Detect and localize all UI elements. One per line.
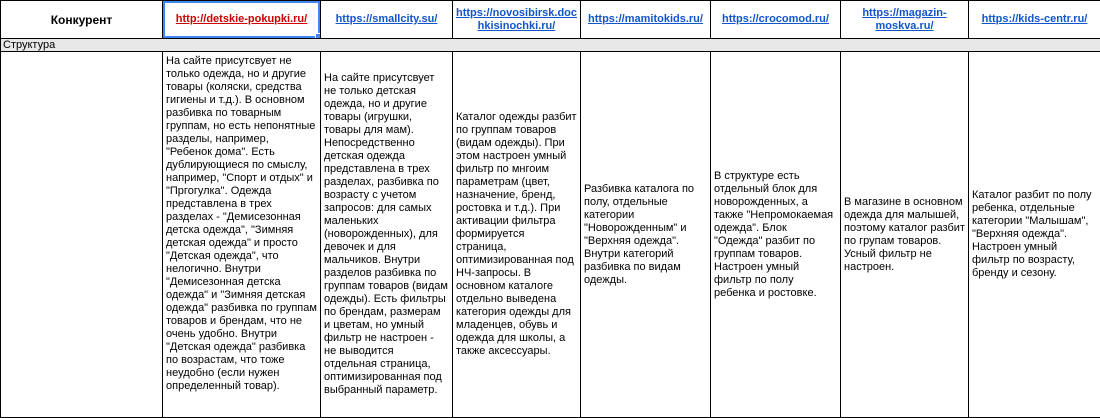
structure-data-row — [1, 52, 1100, 418]
competitor-header-cell[interactable]: Конкурент — [1, 1, 163, 39]
url-link-smallcity[interactable]: https://smallcity.su/ — [335, 13, 438, 25]
url-link-detskie-pokupki[interactable]: http://detskie-pokupki.ru/ — [175, 13, 308, 25]
url-cell-novosibirsk-dochkisinochki[interactable] — [453, 1, 581, 39]
section-label-structura[interactable]: Структура — [1, 39, 1100, 52]
url-cell-smallcity[interactable] — [321, 1, 453, 39]
structure-cell-mamitokids[interactable]: Разбивка каталога по полу, отдельные категории "Новорожденным" и "Верхняя одежда". Внутри категорий разбивка по видам одежды. — [581, 52, 711, 418]
structure-cell-crocomod[interactable]: В структуре есть отдельный блок для новорожденных, а также "Непромокаемая одежда". Блок "Одежда" разбит по группам товаров. Настроен умный фильтр по полу ребенка и ростовке. — [711, 52, 841, 418]
url-link-magazin-moskva[interactable]: https://magazin-moskva.ru/ — [862, 6, 947, 32]
url-cell-kids-centr[interactable] — [969, 1, 1100, 39]
section-row-structura — [1, 39, 1100, 52]
selection-fill-handle[interactable] — [315, 33, 321, 39]
structure-cell-magazin-moskva[interactable]: В магазине в основном одежда для малышей, поэтому каталог разбит по групам товаров. Усный фильтр не настроен. — [841, 52, 969, 418]
structure-cell-novosibirsk-dochkisinochki[interactable]: Каталог одежды разбит по группам товаров (видам одежды). При этом настроен умный фильтр по мнгоим параметрам (цвет, назначение, бренд, ростовка и т.д.). При активации фильтра формируется страница, оптимизированная под НЧ-запросы. В основном каталоге отдельно выведена категория одежды для младенцев, обувь и одежда для школы, а также аксессуары. — [453, 52, 581, 418]
url-link-mamitokids[interactable]: https://mamitokids.ru/ — [588, 13, 703, 25]
structure-cell-kids-centr[interactable]: Каталог разбит по полу ребенка, отдельные категории "Малышам", "Верхняя одежда". Настроен умный фильтр по возрасту, бренду и сезону. — [969, 52, 1100, 418]
header-row — [1, 1, 1100, 39]
url-cell-detskie-pokupki[interactable] — [163, 1, 321, 39]
structure-cell-smallcity[interactable]: На сайте присутсвует не только детская одежда, но и другие товары (игрушки, товары для мам). Непосредственно детская одежда представлена в трех разделах, разбивка по возрасту с учетом запросов: для самых маленьких (новорожденных), для девочек и для мальчиков. Внутри разделов разбивка по группам товаров (видам одежды). Есть фильтры по брендам, размерам и цветам, но умный фильтр не настроен - не выводится отдельная страница, оптимизированная под выбранный параметр. — [321, 52, 453, 418]
url-cell-mamitokids[interactable] — [581, 1, 711, 39]
url-cell-magazin-moskva[interactable] — [841, 1, 969, 39]
url-link-novosibirsk-dochkisinochki[interactable]: https://novosibirsk.dochkisinochki.ru/ — [456, 6, 578, 32]
url-link-crocomod[interactable]: https://crocomod.ru/ — [722, 13, 829, 25]
structure-cell-empty[interactable] — [1, 52, 163, 418]
url-link-kids-centr[interactable]: https://kids-centr.ru/ — [981, 13, 1088, 25]
url-cell-crocomod[interactable] — [711, 1, 841, 39]
structure-cell-detskie-pokupki[interactable]: На сайте присутсвует не только одежда, но и другие товары (коляски, средства гигиены и т.д.). В основном разбивка по товарным группам, но есть непонятные разделы, например, "Ребенок дома". Есть дублирующиеся по смыслу, например, "Спорт и отдых" и "Пргогулка". Одежда представлена в трех разделах - "Демисезонная детска одежда", "Зимняя детская одежда" и просто "Детская одежда", что нелогично. Внутри "Демисезонная детска одежда" и "Зимняя детская одежда" разбивка по группам товаров и брендам, что не очень удобно. Внутри "Детская одежда" разбивка по возрастам, что тоже неудобно (если нужен определенный товар). — [163, 52, 321, 418]
